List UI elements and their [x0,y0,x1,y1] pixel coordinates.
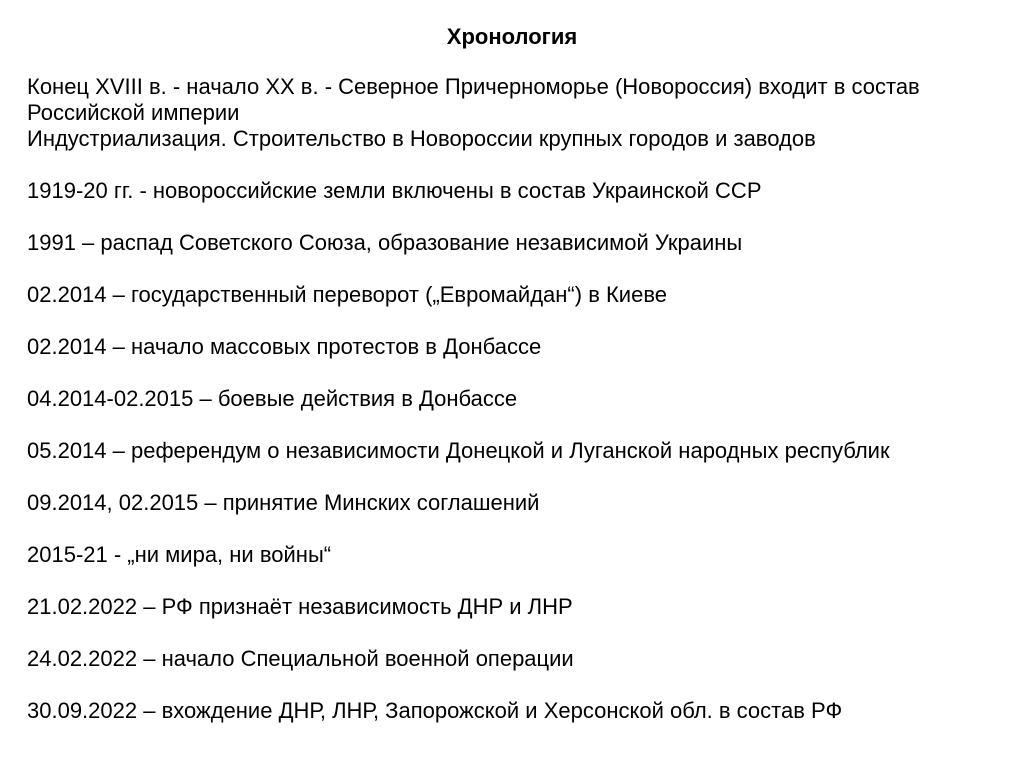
chronology-entry-line: 1919-20 гг. - новороссийские земли включены в состав Украинской ССР [27,178,762,203]
spacer [27,464,997,490]
chronology-entry-line: 04.2014-02.2015 – боевые действия в Донбассе [27,386,518,411]
spacer [27,256,997,282]
chronology-entry-line: 05.2014 – референдум о независимости Донецкой и Луганской народных республик [27,438,890,463]
chronology-entry-line: Индустриализация. Строительство в Новороссии крупных городов и заводов [27,126,816,151]
page-title: Хронология [446,24,578,49]
spacer [27,412,997,438]
chronology-entry-line: 02.2014 – начало массовых протестов в Донбассе [27,334,542,359]
chronology-entry-line: 30.09.2022 – вхождение ДНР, ЛНР, Запорожской и Херсонской обл. в состав РФ [27,698,843,723]
chronology-list [27,74,997,724]
spacer [27,568,997,594]
spacer [27,516,997,542]
spacer [27,360,997,386]
spacer [27,620,997,646]
spacer [27,672,997,698]
chronology-entry-line: 09.2014, 02.2015 – принятие Минских соглашений [27,490,540,515]
chronology-entry-line: Конец XVIII в. - начало XX в. - Северное Причерноморье (Новороссия) входит в состав [27,74,920,99]
chronology-entry-line: Российской империи [27,100,240,125]
chronology-entry-line: 21.02.2022 – РФ признаёт независимость ДНР и ЛНР [27,594,573,619]
chronology-entry-line: 02.2014 – государственный переворот („Евромайдан“) в Киеве [27,282,668,307]
spacer [27,152,997,178]
chronology-entry-line: 1991 – распад Советского Союза, образование независимой Украины [27,230,743,255]
spacer [27,308,997,334]
spacer [27,204,997,230]
chronology-entry-line: 2015-21 - „ни мира, ни войны“ [27,542,332,567]
chronology-entry-line: 24.02.2022 – начало Специальной военной операции [27,646,574,671]
